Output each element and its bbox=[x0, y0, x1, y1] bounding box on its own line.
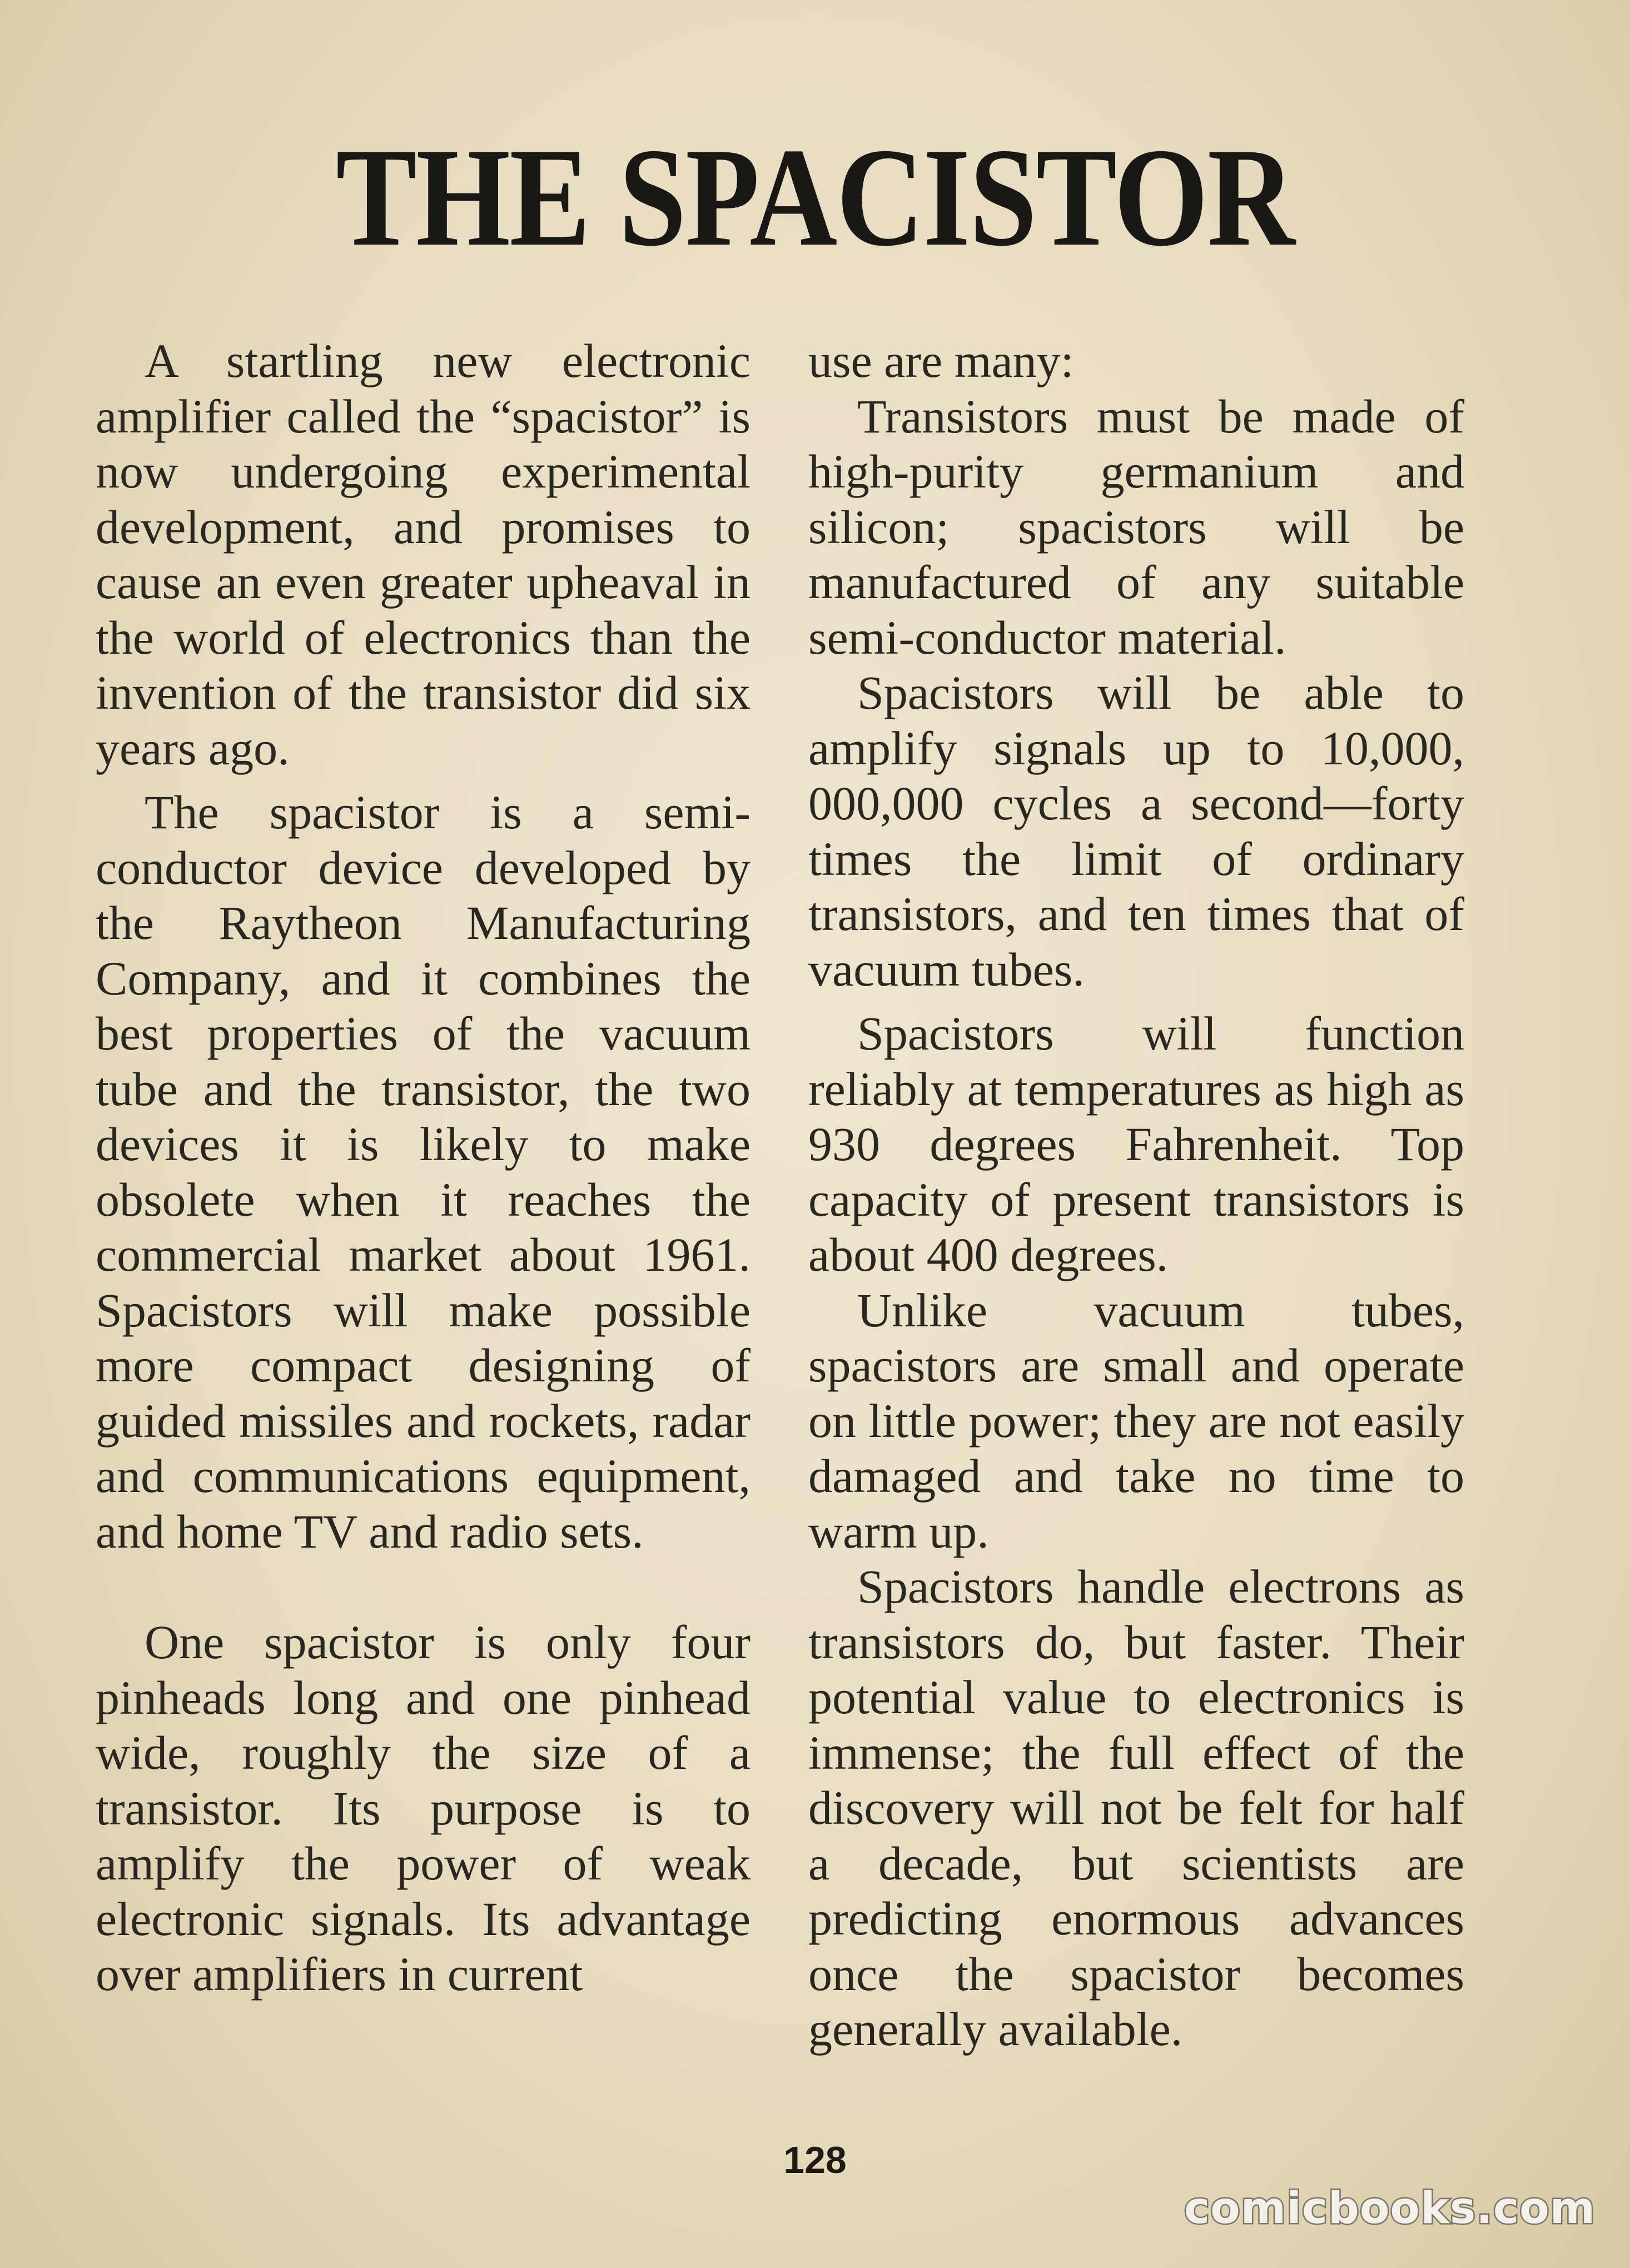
site-watermark: comicbooks.com bbox=[1184, 2184, 1596, 2234]
paragraph-intro: A startling new electronic amplifier called the “spacistor” is now undergoing experimental development, and promises to cause an even greater upheaval in the world of electronics than the invention of the transistor did six years ago. bbox=[96, 334, 751, 775]
paragraph-size: One spacistor is only four pinheads long and one pinhead wide, roughly the size of a transistor. Its purpose is to amplify the power of weak electronic signals. Its advantage over amplifiers in current bbox=[96, 1615, 751, 2001]
paragraph-power: Unlike vacuum tubes, spacistors are small and operate on little power; they are not easily damaged and take no time to warm up. bbox=[808, 1283, 1464, 1558]
page-number: 128 bbox=[783, 2139, 847, 2181]
paragraph-outlook: Spacistors handle electrons as transistors do, but faster. Their potential value to electronics is immense; the full effect of the discovery will not be felt for half a decade, but scientists are predicting enormous advances once the spacistor becomes generally available. bbox=[808, 1560, 1464, 2056]
paragraph-frequency: Spacistors will be able to amplify signals up to 10,000, 000,000 cycles a second—forty times the limit of ordinary transistors, and ten times that of vacuum tubes. bbox=[808, 666, 1464, 996]
paragraph-raytheon: The spacistor is a semi-conductor device developed by the Raytheon Manufacturing Company, and it combines the best properties of the vacuum tube and the transistor, the two devices it is likely to make obsolete when it reaches the commercial market about 1961. Spacistors will make possible more compact designing of guided missiles and rockets, radar and communications equipment, and home TV and radio sets. bbox=[96, 785, 751, 1558]
paragraph-materials: Transistors must be made of high-purity germanium and silicon; spacistors will be manufactured of any suitable semi-conductor material. bbox=[808, 389, 1464, 664]
paragraph-continuation: use are many: bbox=[808, 334, 1074, 387]
article-title: THE SPACISTOR bbox=[336, 119, 1294, 275]
left-column bbox=[96, 334, 751, 2002]
paragraph-temperature: Spacistors will function reliably at temperatures as high as 930 degrees Fahrenheit. Top capacity of present transistors is about 400 degrees. bbox=[808, 1007, 1464, 1281]
right-column bbox=[808, 334, 1464, 2057]
